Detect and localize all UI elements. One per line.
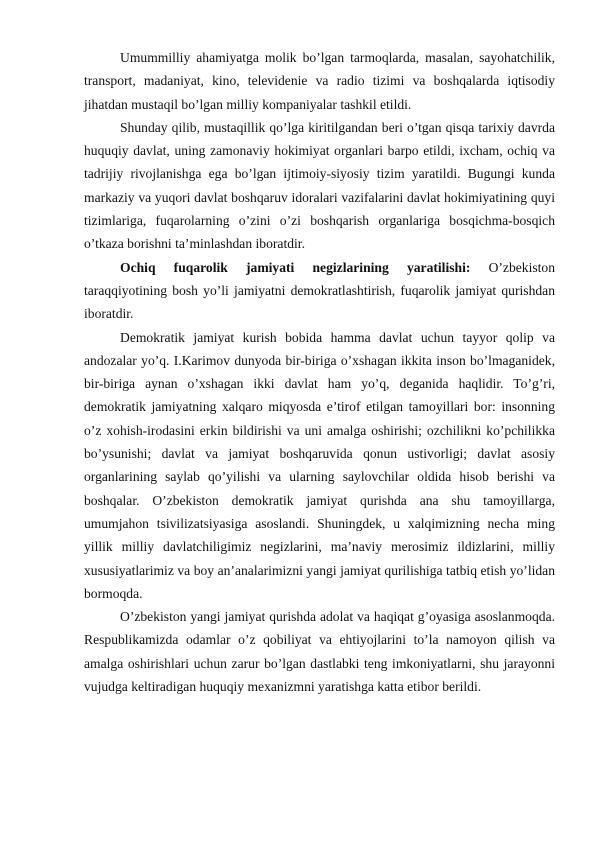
paragraph-1: [84, 46, 555, 116]
paragraph-3-heading: Ochiq fuqarolik jamiyati negizlarining yaratilishi:: [120, 259, 471, 275]
paragraph-2: [84, 116, 555, 256]
paragraph-4-text: Demokratik jamiyat kurish bobida hamma davlat uchun tayyor qolip va andozalar yo’q. I.Karimov dunyoda bir-biriga o’xshagan ikkita inson bo’lmaganidek, bir-biriga aynan o’xshagan ikki davlat ham yo’q, deganida haqlidir. To’g’ri, demokratik jamiyatning xalqaro miqyosda e’tirof etilgan tamoyillari bor: insonning o’z xohish-irodasini erkin bildirishi va uni amalga oshirishi; ozchilikni ko’pchilikka bo’ysunishi; davlat va jamiyat boshqaruvida qonun ustivorligi; davlat asosiy organlarining saylab qo’yilishi va ularning saylovchilar oldida hisob berishi va boshqalar. O’zbekiston demokratik jamiyat qurishda ana shu tamoyillarga, umumjahon tsivilizatsiyasiga asoslandi. Shuningdek, u xalqimizning necha ming yillik milliy davlatchiligimiz negizlarini, ma’naviy merosimiz ildizlarini, milliy xususiyatlarimiz va boy an’analarimizni yangi jamiyat qurilishiga tatbiq etish yo’lidan bormoqda.: [84, 329, 555, 601]
paragraph-4: [84, 326, 555, 606]
paragraph-1-text: Umummilliy ahamiyatga molik bo’lgan tarmoqlarda, masalan, sayohatchilik, transport, madaniyat, kino, televidenie va radio tizimi va boshqalarda iqtisodiy jihatdan mustaqil bo’lgan milliy kompaniyalar tashkil etildi.: [84, 50, 555, 112]
paragraph-3-text: O’zbekiston taraqqiyotining bosh yo’li jamiyatni demokratlashtirish, fuqarolik jamiyat qurishdan iboratdir.: [84, 259, 556, 322]
paragraph-2-text: Shunday qilib, mustaqillik qo’lga kiritilgandan beri o’tgan qisqa tarixiy davrda huquqiy davlat, uning zamonaviy hokimiyat organlari barpo etildi, ixcham, ochiq va tadrijiy rivojlanishga ega bo’lgan ijtimoiy-siyosiy tizim yaratildi. Bugungi kunda markaziy va yuqori davlat boshqaruv idoralari vazifalarini davlat hokimiyatining quyi tizimlariga, fuqarolarning o’zini o’zi boshqarish organlariga bosqichma-bosqich o’tkaza borishni ta’minlashdan iboratdir.: [84, 119, 555, 252]
document-body: [84, 46, 555, 698]
paragraph-3: [84, 256, 555, 326]
paragraph-5-text: O’zbekiston yangi jamiyat qurishda adolat va haqiqat g’oyasiga asoslanmoqda. Respublikamizda odamlar o’z qobiliyat va ehtiyojlarini to’la namoyon qilish va amalga oshirishlari uchun zarur bo’lgan dastlabki teng imkoniyatlarni, shu jarayonni vujudga keltiradigan huquqiy mexanizmni yaratishga katta etibor berildi.: [84, 609, 555, 695]
paragraph-5: [84, 605, 555, 698]
